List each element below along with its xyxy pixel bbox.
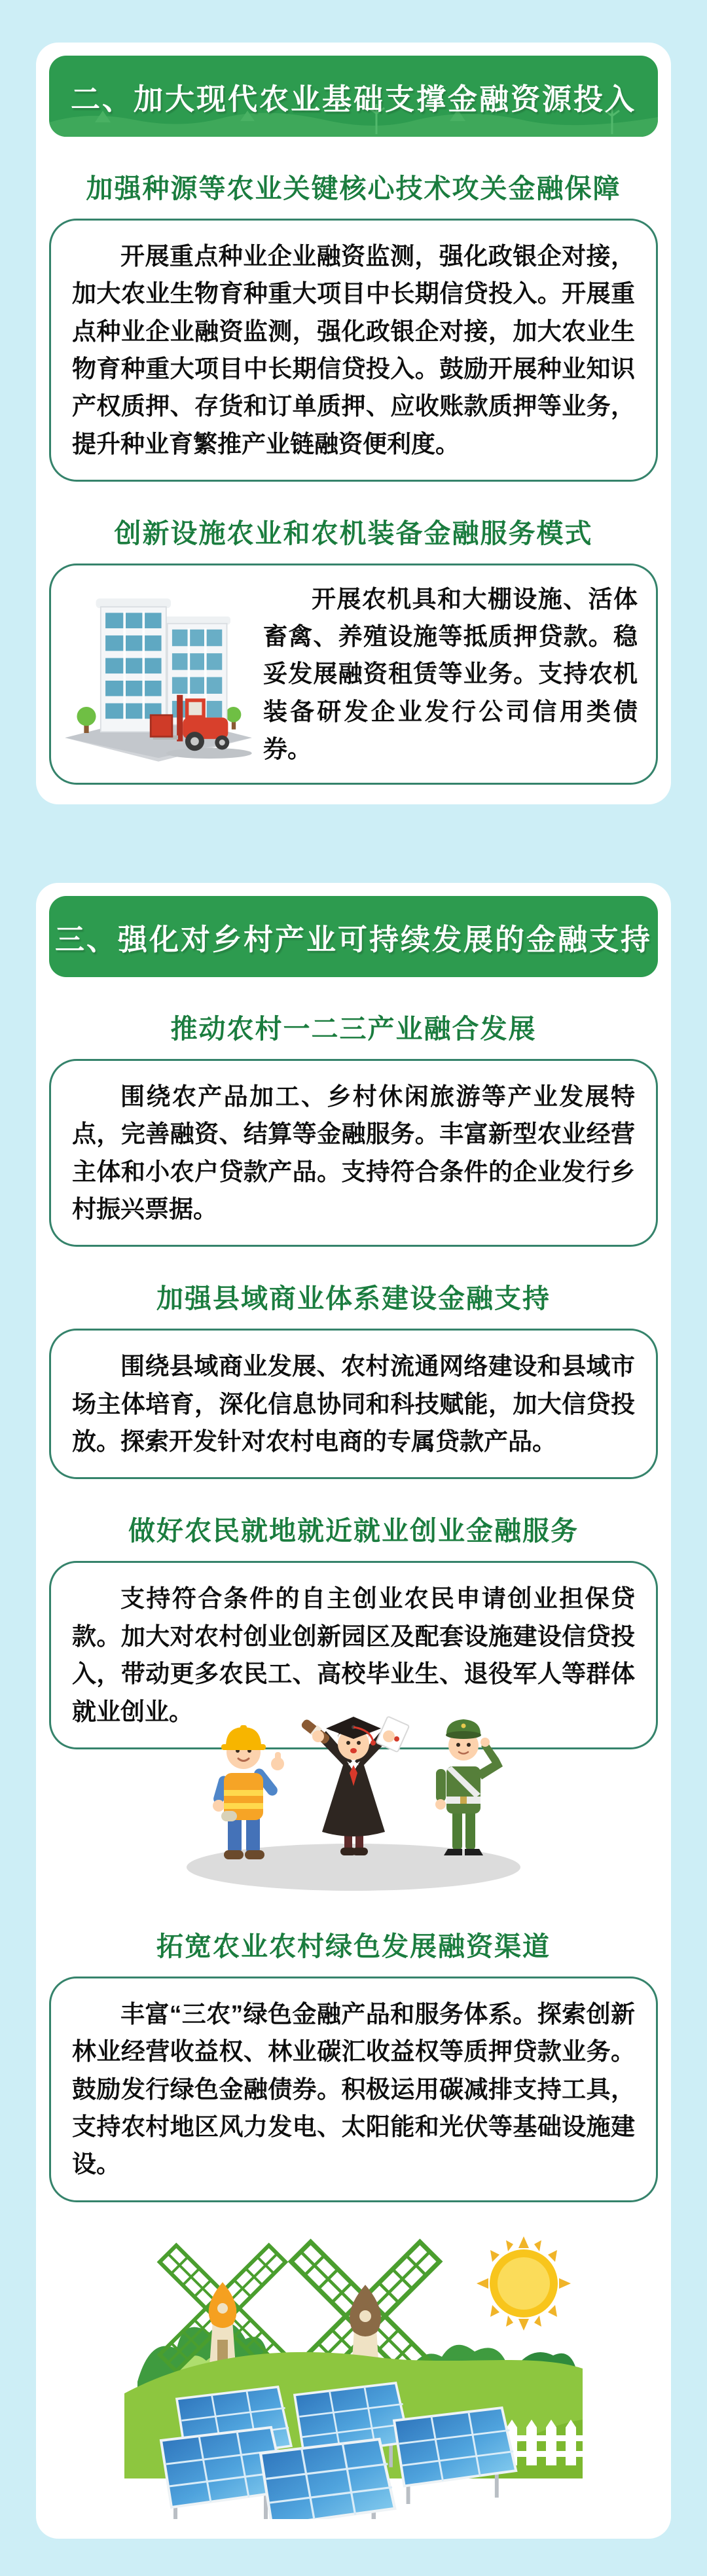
- body-text-industry-integration: 围绕农产品加工、乡村休闲旅游等产业发展特点，完善融资、结算等金融服务。丰富新型农业经营主体和小农户贷款产品。支持符合条件的企业发行乡村振兴票据。: [72, 1083, 635, 1223]
- body-text-county-commerce: 围绕县域商业发展、农村流通网络建设和县域市场主体培育，深化信息协同和科技赋能，加大信贷投放。探索开发针对农村电商的专属贷款产品。: [72, 1353, 635, 1456]
- section-2-banner: [49, 56, 658, 137]
- graduate-figure: [300, 1716, 409, 1855]
- block-heading-employment-finance: 做好农民就地就近就业创业金融服务: [128, 1516, 579, 1547]
- text-box-green-finance: [49, 1977, 658, 2202]
- construction-worker-figure: [212, 1725, 284, 1859]
- body-text-machinery-finance: 开展农机具和大棚设施、活体畜禽、养殖设施等抵质押贷款。稳妥发展融资租赁等业务。支持农机装备研发企业发行公司信用类债券。: [263, 585, 638, 763]
- block-heading-green-finance: 拓宽农业农村绿色发展融资渠道: [156, 1931, 551, 1961]
- sun-icon: [477, 2236, 571, 2331]
- building-icon: [96, 599, 230, 732]
- office-building-forklift-illustration: [60, 576, 257, 772]
- worker-graduate-soldier-illustration: [170, 1711, 537, 1895]
- block-heading-county-commerce: 加强县域商业体系建设金融支持: [156, 1283, 551, 1314]
- section-2-banner-title: 二、加大现代农业基础支撑金融资源投入: [70, 82, 636, 116]
- text-box-machinery-finance: [49, 564, 658, 785]
- text-box-seed-finance: [49, 219, 658, 482]
- body-text-seed-finance: 开展重点种业企业融资监测，强化政银企对接，加大农业生物育种重大项目中长期信贷投入。开展重点种业企业融资监测，强化政银企对接，加大农业生物育种重大项目中长期信贷投入。鼓励开展种业知识产权质押、存货和订单质押、应收账款质押等业务，提升种业育繁推产业链融资便利度。: [72, 243, 635, 457]
- section-2-card: [36, 43, 671, 804]
- text-box-industry-integration: [49, 1059, 658, 1247]
- body-text-green-finance: 丰富“三农”绿色金融产品和服务体系。探索创新林业经营收益权、林业碳汇收益权等质押贷款业务。鼓励发行绿色金融债券。积极运用碳减排支持工具，支持农村地区风力发电、太阳能和光伏等基础设施建设。: [72, 2000, 635, 2178]
- soldier-figure: [435, 1719, 503, 1855]
- green-energy-landscape-illustration: [98, 2211, 609, 2519]
- text-box-county-commerce: [49, 1329, 658, 1479]
- section-3-banner: [49, 896, 658, 977]
- block-heading-machinery-finance: 创新设施农业和农机装备金融服务模式: [114, 518, 593, 549]
- body-text-employment-finance: 支持符合条件的自主创业农民申请创业担保贷款。加大对农村创业创新园区及配套设施建设信贷投入，带动更多农民工、高校毕业生、退役军人等群体就业创业。: [72, 1585, 635, 1725]
- section-3-card: [36, 883, 671, 2539]
- section-3-banner-title: 三、强化对乡村产业可持续发展的金融支持: [54, 922, 652, 956]
- block-heading-seed-finance: 加强种源等农业关键核心技术攻关金融保障: [86, 173, 621, 204]
- block-heading-industry-integration: 推动农村一二三产业融合发展: [170, 1014, 537, 1045]
